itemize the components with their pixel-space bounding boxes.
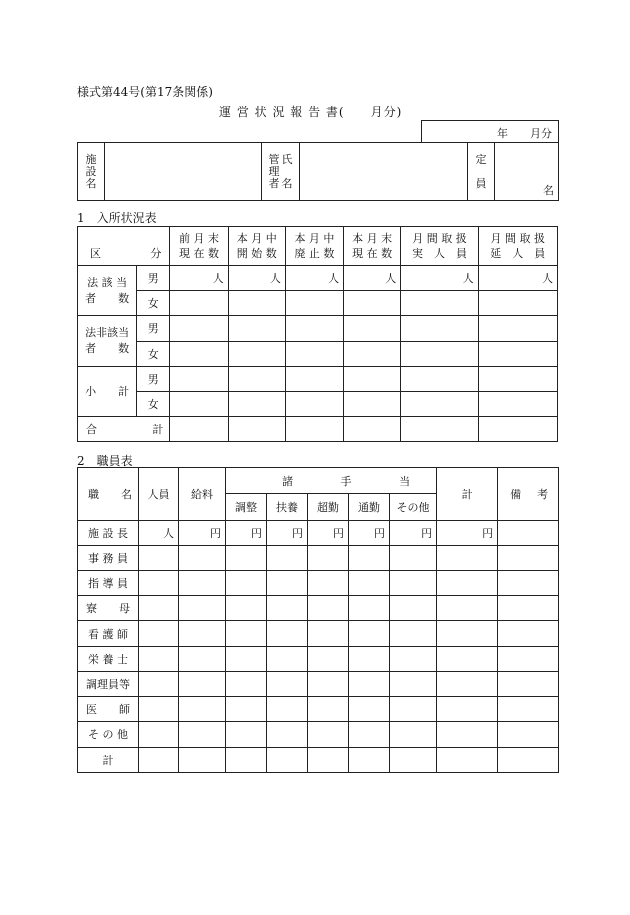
cell-unit[interactable]: 人	[285, 266, 343, 291]
cell[interactable]	[401, 366, 478, 391]
cell[interactable]	[308, 570, 349, 595]
cell[interactable]	[170, 341, 228, 366]
cell[interactable]	[226, 722, 267, 747]
cell[interactable]	[226, 596, 267, 621]
header-line: 延 人 員	[490, 247, 546, 261]
cell[interactable]	[478, 366, 557, 391]
row-label-other: そ の 他	[78, 722, 139, 747]
cell[interactable]	[228, 366, 285, 391]
header-total-persons	[478, 227, 557, 266]
cell[interactable]	[498, 596, 559, 621]
header-line: 本 月 中	[294, 232, 335, 246]
cell[interactable]	[226, 747, 267, 772]
facility-name-label: 施 設 名	[78, 143, 105, 201]
cell-unit-yen[interactable]: 円	[349, 520, 390, 545]
header-month-end	[344, 227, 401, 266]
header-line: 現 在 数	[352, 247, 393, 261]
group-label: 法非該当	[85, 326, 130, 339]
cell[interactable]	[179, 570, 226, 595]
cell-unit-yen[interactable]: 円	[267, 520, 308, 545]
form-title: 運 営 状 況 報 告 書( 月分)	[219, 105, 403, 119]
cell[interactable]	[308, 545, 349, 570]
row-label-nurse: 看 護 師	[78, 621, 139, 646]
col-count: 人員	[139, 468, 179, 521]
header-line: 廃 止 数	[294, 247, 335, 261]
cell[interactable]	[349, 621, 390, 646]
cell[interactable]	[139, 722, 179, 747]
cell[interactable]	[498, 621, 559, 646]
col-allowances	[226, 468, 437, 494]
group-subtotal: 小 計	[78, 366, 137, 416]
staff-table	[77, 467, 559, 773]
cell[interactable]	[139, 596, 179, 621]
cell[interactable]	[349, 596, 390, 621]
cell[interactable]	[308, 697, 349, 722]
gender-female: 女	[137, 291, 170, 316]
cell[interactable]	[390, 570, 437, 595]
cell[interactable]	[437, 697, 498, 722]
cell[interactable]	[228, 416, 285, 441]
cell[interactable]	[139, 545, 179, 570]
cell[interactable]	[478, 291, 557, 316]
period-box[interactable]	[421, 120, 559, 143]
header-started	[228, 227, 285, 266]
cell[interactable]	[228, 341, 285, 366]
cell[interactable]	[226, 570, 267, 595]
total-left: 合	[86, 422, 97, 436]
section2-title: 2 職員表	[77, 454, 133, 468]
allowance-commute: 通勤	[349, 494, 390, 520]
cell[interactable]	[437, 671, 498, 696]
period-label: 年 月分	[497, 127, 552, 140]
cell[interactable]	[228, 391, 285, 416]
cell-unit-yen[interactable]: 円	[226, 520, 267, 545]
cell[interactable]	[437, 545, 498, 570]
form-reference: 様式第44号(第17条関係)	[77, 85, 213, 99]
cell[interactable]	[170, 316, 228, 341]
section1-title: 1 入所状況表	[77, 211, 157, 225]
gender-female: 女	[137, 341, 170, 366]
row-label-instructor: 指 導 員	[78, 570, 139, 595]
header-line: 本 月 中	[236, 232, 277, 246]
cell[interactable]	[349, 570, 390, 595]
cell[interactable]	[139, 697, 179, 722]
cell[interactable]	[437, 747, 498, 772]
cell[interactable]	[179, 646, 226, 671]
cell[interactable]	[498, 570, 559, 595]
cell[interactable]	[226, 545, 267, 570]
cell[interactable]	[179, 621, 226, 646]
cell-unit-yen[interactable]: 円	[179, 520, 226, 545]
cell[interactable]	[228, 316, 285, 341]
cell-unit[interactable]: 人	[478, 266, 557, 291]
cell[interactable]	[344, 366, 401, 391]
row-label-doctor: 医 師	[78, 697, 139, 722]
manager-name-label	[262, 143, 300, 201]
col-remarks	[498, 468, 559, 521]
header-line: 前 月 末	[178, 232, 219, 246]
allowance-other: その他	[390, 494, 437, 520]
col-remarks-right: 考	[537, 487, 549, 501]
cell[interactable]	[170, 291, 228, 316]
allowance-char: 諸	[282, 474, 293, 488]
cell[interactable]	[285, 291, 343, 316]
header-line: 月 間 取 扱	[412, 232, 467, 246]
manager-label-a: 管 理 者	[268, 152, 280, 190]
cell[interactable]	[139, 747, 179, 772]
cell[interactable]	[344, 341, 401, 366]
header-line: 開 始 数	[236, 247, 277, 261]
col-job	[78, 468, 139, 521]
group-applicable	[78, 266, 137, 316]
cell[interactable]	[267, 646, 308, 671]
capacity-label: 定 員	[468, 143, 495, 201]
cell[interactable]	[179, 747, 226, 772]
cell[interactable]	[401, 416, 478, 441]
row-label-director: 施 設 長	[78, 520, 139, 545]
facility-info-table	[77, 142, 559, 201]
cell[interactable]	[308, 722, 349, 747]
cell[interactable]	[498, 697, 559, 722]
admission-status-table	[77, 226, 558, 442]
cell-unit-person[interactable]: 人	[139, 520, 179, 545]
cell[interactable]	[267, 596, 308, 621]
cell[interactable]	[478, 391, 557, 416]
allowance-dependent: 扶養	[267, 494, 308, 520]
cell[interactable]	[285, 391, 343, 416]
header-line: 月 間 取 扱	[490, 232, 546, 246]
group-label: 法 該 当	[87, 275, 128, 289]
allowance-char: 手	[340, 474, 352, 488]
facility-name-field[interactable]	[105, 143, 262, 201]
cell[interactable]	[285, 341, 343, 366]
cell[interactable]	[344, 391, 401, 416]
header-line: 本 月 末	[352, 232, 393, 246]
cell[interactable]	[349, 722, 390, 747]
allowance-char: 当	[399, 474, 411, 488]
cell[interactable]	[498, 671, 559, 696]
gender-male: 男	[137, 366, 170, 391]
cell-unit-yen[interactable]: 円	[390, 520, 437, 545]
header-ended	[285, 227, 343, 266]
cell[interactable]	[179, 545, 226, 570]
cell[interactable]	[390, 697, 437, 722]
cell[interactable]	[267, 621, 308, 646]
cell[interactable]	[498, 520, 559, 545]
cell[interactable]	[285, 316, 343, 341]
cell[interactable]	[267, 545, 308, 570]
cell[interactable]	[498, 747, 559, 772]
cell[interactable]	[179, 697, 226, 722]
corner-header	[78, 227, 170, 266]
cell[interactable]	[437, 722, 498, 747]
cell[interactable]	[308, 646, 349, 671]
col-job-right: 名	[121, 487, 132, 501]
corner-left: 区	[90, 247, 101, 261]
row-label-office: 事 務 員	[78, 545, 139, 570]
cell[interactable]	[179, 671, 226, 696]
cell-unit-yen[interactable]: 円	[308, 520, 349, 545]
cell[interactable]	[308, 621, 349, 646]
header-prev-month-end	[170, 227, 228, 266]
cell[interactable]	[139, 621, 179, 646]
cell[interactable]	[437, 646, 498, 671]
cell[interactable]	[401, 291, 478, 316]
group-label: 者 数	[85, 342, 130, 355]
cell[interactable]	[349, 545, 390, 570]
cell[interactable]	[478, 316, 557, 341]
cell[interactable]	[267, 671, 308, 696]
cell[interactable]	[390, 671, 437, 696]
cell[interactable]	[390, 545, 437, 570]
cell[interactable]	[478, 416, 557, 441]
manager-label-b: 氏 名	[281, 152, 293, 190]
cell[interactable]	[226, 621, 267, 646]
cell[interactable]	[139, 646, 179, 671]
cell-unit[interactable]: 人	[170, 266, 228, 291]
col-remarks-left: 備	[510, 487, 522, 501]
header-line: 現 在 数	[178, 247, 219, 261]
cell[interactable]	[308, 747, 349, 772]
cell[interactable]	[478, 341, 557, 366]
cell[interactable]	[226, 646, 267, 671]
cell[interactable]	[226, 671, 267, 696]
gender-male: 男	[137, 266, 170, 291]
cell[interactable]	[498, 722, 559, 747]
cell[interactable]	[285, 366, 343, 391]
cell[interactable]	[390, 747, 437, 772]
cell[interactable]	[390, 596, 437, 621]
cell-unit[interactable]: 人	[228, 266, 285, 291]
cell-unit[interactable]: 人	[344, 266, 401, 291]
cell[interactable]	[390, 722, 437, 747]
cell[interactable]	[344, 316, 401, 341]
cell[interactable]	[139, 671, 179, 696]
cell[interactable]	[437, 596, 498, 621]
row-label-dorm-mother: 寮 母	[78, 596, 139, 621]
corner-right: 分	[150, 247, 162, 261]
cell[interactable]	[437, 621, 498, 646]
gender-female: 女	[137, 391, 170, 416]
capacity-field[interactable]	[495, 143, 559, 201]
cell[interactable]	[139, 570, 179, 595]
total-right: 計	[152, 422, 164, 436]
cell[interactable]	[179, 596, 226, 621]
cell-unit[interactable]: 人	[401, 266, 478, 291]
cell[interactable]	[401, 391, 478, 416]
cell[interactable]	[390, 646, 437, 671]
cell[interactable]	[228, 291, 285, 316]
col-job-left: 職	[88, 487, 99, 501]
cell[interactable]	[267, 697, 308, 722]
cell[interactable]	[308, 671, 349, 696]
cell[interactable]	[498, 646, 559, 671]
col-total: 計	[437, 468, 498, 521]
allowance-overtime: 超勤	[308, 494, 349, 520]
cell[interactable]	[344, 291, 401, 316]
cell[interactable]	[226, 697, 267, 722]
cell[interactable]	[437, 570, 498, 595]
cell[interactable]	[349, 747, 390, 772]
cell[interactable]	[349, 646, 390, 671]
cell-unit-yen[interactable]: 円	[437, 520, 498, 545]
cell[interactable]	[344, 416, 401, 441]
row-label-nutritionist: 栄 養 士	[78, 646, 139, 671]
cell[interactable]	[170, 366, 228, 391]
cell[interactable]	[267, 570, 308, 595]
cell[interactable]	[179, 722, 226, 747]
cell[interactable]	[308, 596, 349, 621]
cell[interactable]	[170, 391, 228, 416]
cell[interactable]	[349, 697, 390, 722]
cell[interactable]	[267, 747, 308, 772]
cell[interactable]	[285, 416, 343, 441]
cell[interactable]	[498, 545, 559, 570]
capacity-unit: 名	[543, 184, 554, 197]
cell[interactable]	[401, 341, 478, 366]
col-salary: 給料	[179, 468, 226, 521]
cell[interactable]	[267, 722, 308, 747]
cell[interactable]	[401, 316, 478, 341]
row-label-cook: 調理員等	[78, 671, 139, 696]
header-actual-persons	[401, 227, 478, 266]
group-label: 者 数	[85, 291, 130, 305]
header-line: 実 人 員	[411, 247, 467, 261]
cell[interactable]	[349, 671, 390, 696]
gender-male: 男	[137, 316, 170, 341]
allowance-adjustment: 調整	[226, 494, 267, 520]
cell[interactable]	[390, 621, 437, 646]
cell[interactable]	[170, 416, 228, 441]
total-row-label	[78, 416, 170, 441]
group-not-applicable	[78, 316, 137, 366]
manager-name-field[interactable]	[300, 143, 468, 201]
row-label-total: 計	[78, 747, 139, 772]
